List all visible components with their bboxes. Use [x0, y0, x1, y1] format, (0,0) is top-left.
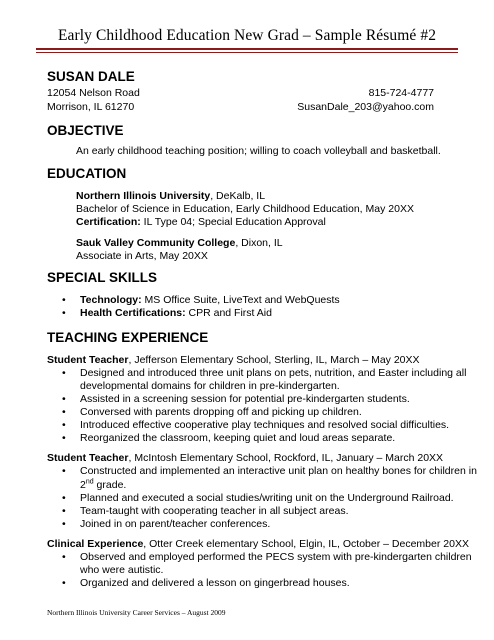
job-1-bullet-3-text: Conversed with parents dropping off and picking up children. — [80, 406, 362, 418]
school-2-degree: Associate in Arts, May 20XX — [76, 250, 208, 262]
job-1-bullet-1-cont: developmental domains for children in pre-kindergarten. — [80, 380, 340, 392]
phone-number: 815-724-4777 — [368, 87, 434, 99]
document-title: Early Childhood Education New Grad – Sample Résumé #2 — [57, 27, 437, 44]
school-1-location: , DeKalb, IL — [210, 190, 266, 202]
applicant-name: SUSAN DALE — [47, 69, 135, 84]
bullet-icon: • — [62, 505, 66, 517]
experience-heading: TEACHING EXPERIENCE — [47, 330, 209, 345]
job-2-place: , McIntosh Elementary School, Rockford, IL, January – March 20XX — [128, 452, 444, 464]
skill-item-health — [62, 307, 272, 319]
certification-label: Certification: — [76, 216, 141, 228]
skill-item-technology — [62, 294, 340, 306]
job-1-bullet-4 — [62, 419, 450, 431]
job-3-title — [47, 538, 469, 550]
grade-suffix: nd — [85, 478, 94, 486]
job-2-role: Student Teacher — [47, 452, 129, 464]
skill-label-technology: Technology: — [80, 294, 142, 306]
job-1-bullet-5 — [62, 432, 396, 444]
job-1-bullet-3 — [62, 406, 362, 418]
bullet-icon: • — [62, 367, 66, 379]
school-1-name: Northern Illinois University — [76, 190, 211, 202]
job-3-bullet-1-cont: who were autistic. — [80, 564, 164, 576]
bullet-icon: • — [62, 577, 66, 589]
bullet-icon: • — [62, 518, 66, 530]
bullet-icon: • — [62, 465, 66, 477]
bullet-icon: • — [62, 393, 66, 405]
skill-label-health: Health Certifications: — [80, 307, 186, 319]
job-3-bullet-1 — [62, 551, 472, 563]
job-1-title — [47, 354, 420, 366]
job-1-bullet-2-text: Assisted in a screening session for potential pre-kindergarten students. — [80, 393, 410, 405]
job-1-role: Student Teacher — [47, 354, 129, 366]
grade-number: 2 — [80, 479, 86, 491]
job-2-bullet-1-text-a: Constructed and implemented an interactive unit plan on healthy bones for children in — [80, 465, 477, 477]
education-heading: EDUCATION — [47, 166, 127, 181]
page-footer: Northern Illinois University Career Services – August 2009 — [47, 608, 226, 617]
job-1-bullet-4-text: Introduced effective cooperative play techniques and resolved social difficulties. — [80, 419, 450, 431]
bullet-icon: • — [62, 406, 66, 418]
header-rule-thin — [36, 52, 458, 53]
school-2-location: , Dixon, IL — [235, 237, 283, 249]
header-rule-thick — [36, 48, 458, 50]
job-2-bullet-4 — [62, 518, 271, 530]
job-1-bullet-1-text-a: Designed and introduced three unit plans on pets, nutrition, and Easter including all — [80, 367, 467, 379]
skill-text-health: CPR and First Aid — [185, 307, 272, 319]
bullet-icon: • — [62, 492, 66, 504]
school-2-name: Sauk Valley Community College — [76, 237, 236, 249]
bullet-icon: • — [62, 551, 66, 563]
job-3-role: Clinical Experience — [47, 538, 144, 550]
skill-text-technology: MS Office Suite, LiveText and WebQuests — [141, 294, 340, 306]
job-2-title — [47, 452, 443, 464]
email-address: SusanDale_203@yahoo.com — [297, 101, 434, 113]
bullet-icon: • — [62, 419, 66, 431]
objective-text: An early childhood teaching position; willing to coach volleyball and basketball. — [76, 145, 441, 157]
job-2-bullet-1-cont — [80, 479, 126, 491]
job-3-place: , Otter Creek elementary School, Elgin, IL, October – December 20XX — [143, 538, 469, 550]
bullet-icon: • — [62, 307, 66, 319]
street-address: 12054 Nelson Road — [47, 87, 140, 99]
school-2-line — [76, 237, 283, 249]
objective-heading: OBJECTIVE — [47, 123, 124, 138]
job-1-bullet-2 — [62, 393, 410, 405]
job-3-bullet-2 — [62, 577, 350, 589]
school-1-degree: Bachelor of Science in Education, Early Childhood Education, May 20XX — [76, 203, 414, 215]
job-1-place: , Jefferson Elementary School, Sterling, IL, March – May 20XX — [128, 354, 420, 366]
certification-text: IL Type 04; Special Education Approval — [140, 216, 326, 228]
certification-line — [76, 216, 326, 228]
job-2-bullet-1 — [62, 465, 477, 477]
job-1-bullet-1 — [62, 367, 467, 379]
city-address: Morrison, IL 61270 — [47, 101, 135, 113]
bullet-icon: • — [62, 432, 66, 444]
job-2-bullet-3-text: Team-taught with cooperating teacher in all subject areas. — [80, 505, 349, 517]
job-2-bullet-3 — [62, 505, 349, 517]
grade-rest: grade. — [93, 479, 127, 491]
job-1-bullet-5-text: Reorganized the classroom, keeping quiet and loud areas separate. — [80, 432, 396, 444]
bullet-icon: • — [62, 294, 66, 306]
job-2-bullet-2-text: Planned and executed a social studies/writing unit on the Underground Railroad. — [80, 492, 454, 504]
job-3-bullet-1-text-a: Observed and employed performed the PECS system with pre-kindergarten children — [80, 551, 472, 563]
job-2-bullet-2 — [62, 492, 454, 504]
job-2-bullet-4-text: Joined in on parent/teacher conferences. — [80, 518, 271, 530]
school-1-line — [76, 190, 265, 202]
skills-heading: SPECIAL SKILLS — [47, 270, 158, 285]
job-3-bullet-2-text: Organized and delivered a lesson on gingerbread houses. — [80, 577, 350, 589]
